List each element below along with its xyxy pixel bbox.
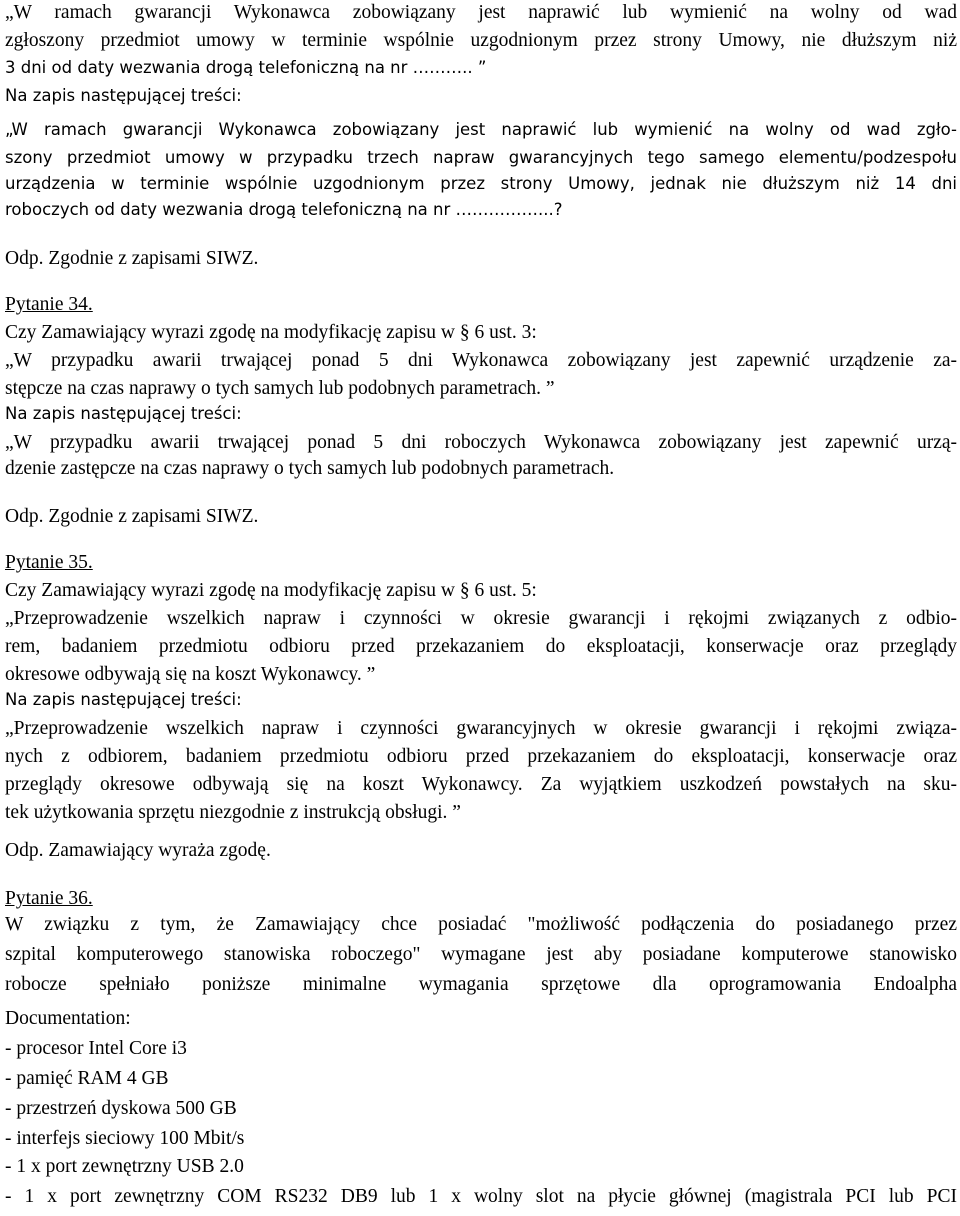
- quote-line: stępcze na czas naprawy o tych samych lub podobnych parametrach. ”: [5, 378, 555, 399]
- quote-line: 3 dni od daty wezwania drogą telefoniczną na nr ……….. ”: [5, 58, 487, 77]
- quote-line: rem, badaniem przedmiotu odbioru przed przekazaniem do eksploatacji, konserwacje oraz przeglądy: [5, 636, 957, 657]
- replacement-line: „W przypadku awarii trwającej ponad 5 dni roboczych Wykonawca zobowiązany jest zapewnić urzą-: [5, 432, 957, 453]
- requirement-item: - 1 x port zewnętrzny COM RS232 DB9 lub 1 x wolny slot na płycie głównej (magistrala PCI lub PCI: [5, 1186, 957, 1207]
- quote-line: okresowe odbywają się na koszt Wykonawcy. ”: [5, 664, 376, 685]
- replacement-line: szony przedmiot umowy w przypadku trzech napraw gwarancyjnych tego samego elementu/podzespołu: [5, 148, 957, 167]
- requirement-item: - procesor Intel Core i3: [5, 1038, 187, 1059]
- replacement-line: roboczych od daty wezwania drogą telefoniczną na nr ……………...?: [5, 200, 563, 219]
- answer-text: Odp. Zamawiający wyraża zgodę.: [5, 840, 271, 861]
- quote-line: „W ramach gwarancji Wykonawca zobowiązany jest naprawić lub wymienić na wolny od wad: [5, 2, 957, 23]
- answer-text: Odp. Zgodnie z zapisami SIWZ.: [5, 248, 259, 269]
- question-text: robocze spełniało poniższe minimalne wymagania sprzętowe dla oprogramowania Endoalpha: [5, 974, 957, 995]
- question-text: Czy Zamawiający wyrazi zgodę na modyfikację zapisu w § 6 ust. 3:: [5, 322, 537, 343]
- question-text: W związku z tym, że Zamawiający chce posiadać "możliwość podłączenia do posiadanego przez: [5, 914, 957, 935]
- replacement-line: przeglądy okresowe odbywają się na koszt Wykonawcy. Za wyjątkiem uszkodzeń powstałych na sku-: [5, 774, 957, 795]
- replacement-line: „Przeprowadzenie wszelkich napraw i czynności gwarancyjnych w okresie gwarancji i rękojmi związa-: [5, 718, 957, 739]
- question-heading: Pytanie 36.: [5, 888, 93, 909]
- replacement-line: dzenie zastępcze na czas naprawy o tych samych lub podobnych parametrach.: [5, 458, 615, 479]
- replacement-line: „W ramach gwarancji Wykonawca zobowiązany jest naprawić lub wymienić na wolny od wad zgło-: [5, 120, 957, 139]
- requirement-item: - interfejs sieciowy 100 Mbit/s: [5, 1128, 245, 1149]
- requirement-item: - przestrzeń dyskowa 500 GB: [5, 1098, 237, 1119]
- replacement-intro: Na zapis następującej treści:: [5, 690, 242, 709]
- question-text: Documentation:: [5, 1008, 131, 1029]
- quote-line: „Przeprowadzenie wszelkich napraw i czynności w okresie gwarancji i rękojmi związanych z odbio-: [5, 608, 957, 629]
- replacement-intro: Na zapis następującej treści:: [5, 86, 242, 105]
- replacement-line: nych z odbiorem, badaniem przedmiotu odbioru przed przekazaniem do eksploatacji, konserwacje oraz: [5, 746, 957, 767]
- question-heading: Pytanie 35.: [5, 552, 93, 573]
- replacement-line: urządzenia w terminie wspólnie uzgodnionym przez strony Umowy, jednak nie dłuższym niż 14 dni: [5, 174, 957, 193]
- replacement-line: tek użytkowania sprzętu niezgodnie z instrukcją obsługi. ”: [5, 802, 461, 823]
- requirement-item: - pamięć RAM 4 GB: [5, 1068, 169, 1089]
- replacement-intro: Na zapis następującej treści:: [5, 404, 242, 423]
- question-heading: Pytanie 34.: [5, 294, 93, 315]
- question-text: szpital komputerowego stanowiska roboczego" wymagane jest aby posiadane komputerowe stanowisko: [5, 944, 957, 965]
- quote-line: zgłoszony przedmiot umowy w terminie wspólnie uzgodnionym przez strony Umowy, nie dłuższym niż: [5, 30, 957, 51]
- quote-line: „W przypadku awarii trwającej ponad 5 dni Wykonawca zobowiązany jest zapewnić urządzenie za-: [5, 350, 957, 371]
- answer-text: Odp. Zgodnie z zapisami SIWZ.: [5, 506, 259, 527]
- requirement-item: - 1 x port zewnętrzny USB 2.0: [5, 1156, 244, 1177]
- question-text: Czy Zamawiający wyrazi zgodę na modyfikację zapisu w § 6 ust. 5:: [5, 580, 537, 601]
